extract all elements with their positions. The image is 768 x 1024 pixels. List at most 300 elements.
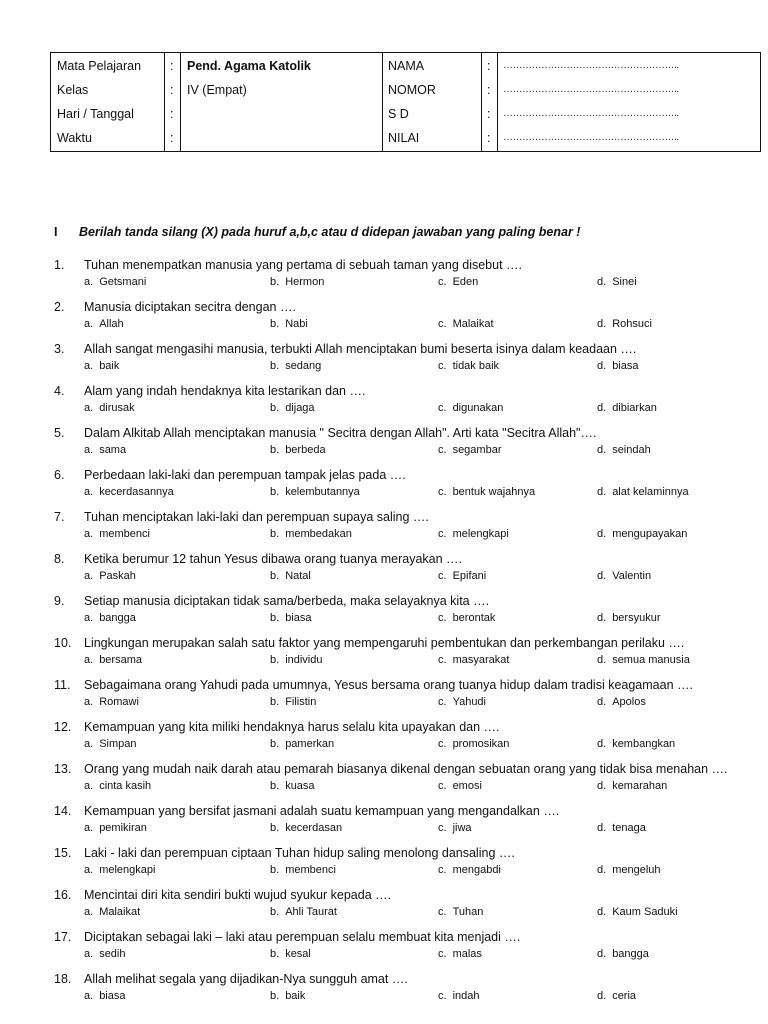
option-text: biasa <box>612 360 639 372</box>
option-c[interactable] <box>438 990 479 1002</box>
option-letter: b. <box>270 864 280 876</box>
option-text: Allah <box>99 318 124 330</box>
option-c[interactable] <box>438 318 494 330</box>
label-kelas: Kelas <box>57 83 89 97</box>
option-a[interactable] <box>84 402 135 414</box>
question-text: Orang yang mudah naik darah atau pemarah biasanya dikenal dengan sebuatan orang yang tidak bisa menahan …. <box>84 762 728 776</box>
option-letter: c. <box>438 402 447 414</box>
option-text: Sinei <box>612 276 637 288</box>
option-letter: a. <box>84 948 94 960</box>
question-number: 10. <box>54 636 72 650</box>
option-c[interactable] <box>438 906 483 918</box>
option-text: Valentin <box>612 570 652 582</box>
question-item <box>0 762 768 804</box>
option-text: dibiarkan <box>612 402 657 414</box>
option-text: Romawi <box>99 696 139 708</box>
option-a[interactable] <box>84 864 155 876</box>
option-text: kecerdasannya <box>99 486 174 498</box>
option-letter: d. <box>597 444 607 456</box>
option-text: sama <box>99 444 127 456</box>
option-letter: d. <box>597 696 607 708</box>
option-letter: a. <box>84 780 94 792</box>
option-text: berontak <box>452 612 496 624</box>
option-b[interactable] <box>270 444 326 456</box>
option-d[interactable] <box>597 780 667 792</box>
option-text: segambar <box>452 444 502 456</box>
option-letter: a. <box>84 822 94 834</box>
question-text: Perbedaan laki-laki dan perempuan tampak jelas pada …. <box>84 468 406 482</box>
question-text: Kemampuan yang kita miliki hendaknya harus selalu kita upayakan dan …. <box>84 720 500 734</box>
label-nomor: NOMOR <box>388 83 436 97</box>
option-text: cinta kasih <box>99 780 152 792</box>
question-item <box>0 972 768 1014</box>
option-text: indah <box>452 990 480 1002</box>
label-nama: NAMA <box>388 59 425 73</box>
option-d[interactable] <box>597 486 689 498</box>
option-letter: a. <box>84 486 94 498</box>
option-text: melengkapi <box>452 528 509 540</box>
question-item <box>0 468 768 510</box>
option-letter: d. <box>597 864 607 876</box>
option-c[interactable] <box>438 948 482 960</box>
section-number: I <box>54 225 58 239</box>
option-text: Simpan <box>99 738 137 750</box>
option-a[interactable] <box>84 318 124 330</box>
option-a[interactable] <box>84 990 125 1002</box>
option-letter: d. <box>597 822 607 834</box>
option-d[interactable] <box>597 612 660 624</box>
option-text: Malaikat <box>452 318 494 330</box>
question-number: 6. <box>54 468 65 482</box>
question-number: 16. <box>54 888 72 902</box>
option-text: Filistin <box>285 696 317 708</box>
option-letter: b. <box>270 654 280 666</box>
fill-blank-nilai[interactable]: ……………………………………………….. <box>503 132 679 143</box>
option-letter: b. <box>270 780 280 792</box>
fill-blank-nama[interactable]: ……………………………………………….. <box>503 60 679 71</box>
option-text: membenci <box>99 528 150 540</box>
option-text: dirusak <box>99 402 135 414</box>
label-waktu: Waktu <box>57 131 92 145</box>
option-text: bangga <box>99 612 136 624</box>
option-letter: a. <box>84 570 94 582</box>
question-number: 15. <box>54 846 72 860</box>
option-letter: a. <box>84 318 94 330</box>
question-item <box>0 636 768 678</box>
question-text: Kemampuan yang bersifat jasmani adalah suatu kemampuan yang mengandalkan …. <box>84 804 560 818</box>
option-letter: a. <box>84 654 94 666</box>
option-text: kesal <box>285 948 311 960</box>
question-number: 4. <box>54 384 65 398</box>
option-d[interactable] <box>597 696 646 708</box>
column-divider <box>180 53 181 151</box>
question-text: Manusia diciptakan secitra dengan …. <box>84 300 296 314</box>
option-letter: b. <box>270 570 280 582</box>
option-text: bersama <box>99 654 142 666</box>
question-item <box>0 552 768 594</box>
option-text: biasa <box>285 612 312 624</box>
label-hari-tanggal: Hari / Tanggal <box>57 107 134 121</box>
question-text: Dalam Alkitab Allah menciptakan manusia " Secitra dengan Allah". Arti kata "Secitra Allah"…. <box>84 426 597 440</box>
option-d[interactable] <box>597 822 646 834</box>
value-kelas: IV (Empat) <box>187 83 247 97</box>
option-b[interactable] <box>270 360 321 372</box>
option-d[interactable] <box>597 906 678 918</box>
question-number: 11. <box>54 678 71 692</box>
option-letter: d. <box>597 486 607 498</box>
question-item <box>0 846 768 888</box>
option-letter: b. <box>270 318 280 330</box>
option-text: alat kelaminnya <box>612 486 689 498</box>
option-a[interactable] <box>84 486 174 498</box>
question-number: 14. <box>54 804 72 818</box>
option-text: Ahli Taurat <box>285 906 337 918</box>
label-nilai: NILAI <box>388 131 420 145</box>
option-text: bentuk wajahnya <box>452 486 536 498</box>
option-text: Paskah <box>99 570 136 582</box>
option-letter: c. <box>438 360 447 372</box>
option-d[interactable] <box>597 528 687 540</box>
question-number: 8. <box>54 552 65 566</box>
option-d[interactable] <box>597 276 637 288</box>
option-b[interactable] <box>270 948 311 960</box>
option-c[interactable] <box>438 528 509 540</box>
option-c[interactable] <box>438 780 482 792</box>
option-text: ceria <box>612 990 637 1002</box>
option-a[interactable] <box>84 276 146 288</box>
question-text: Diciptakan sebagai laki – laki atau perempuan selalu membuat kita menjadi …. <box>84 930 521 944</box>
option-text: kuasa <box>285 780 315 792</box>
question-number: 12. <box>54 720 72 734</box>
option-b[interactable] <box>270 864 336 876</box>
option-text: Epifani <box>452 570 487 582</box>
option-c[interactable] <box>438 822 472 834</box>
colon: : <box>487 83 491 97</box>
option-a[interactable] <box>84 822 147 834</box>
colon: : <box>170 107 174 121</box>
option-letter: b. <box>270 696 280 708</box>
option-c[interactable] <box>438 276 478 288</box>
option-a[interactable] <box>84 696 139 708</box>
option-letter: b. <box>270 612 280 624</box>
question-item <box>0 594 768 636</box>
option-d[interactable] <box>597 948 649 960</box>
option-letter: b. <box>270 276 280 288</box>
option-a[interactable] <box>84 444 126 456</box>
option-text: emosi <box>452 780 482 792</box>
option-d[interactable] <box>597 360 638 372</box>
option-letter: c. <box>438 486 447 498</box>
option-d[interactable] <box>597 318 652 330</box>
label-sd: S D <box>388 107 409 121</box>
option-letter: b. <box>270 738 280 750</box>
option-letter: b. <box>270 528 280 540</box>
option-letter: b. <box>270 990 280 1002</box>
option-b[interactable] <box>270 528 352 540</box>
option-b[interactable] <box>270 612 311 624</box>
option-letter: c. <box>438 864 447 876</box>
option-letter: c. <box>438 738 447 750</box>
header-info-table <box>50 52 761 152</box>
option-a[interactable] <box>84 738 136 750</box>
fill-blank-nomor[interactable]: ……………………………………………….. <box>503 84 679 95</box>
option-letter: c. <box>438 444 447 456</box>
option-text: Yahudi <box>452 696 486 708</box>
option-c[interactable] <box>438 738 509 750</box>
option-text: pamerkan <box>285 738 335 750</box>
colon: : <box>170 59 174 73</box>
option-text: promosikan <box>452 738 510 750</box>
question-text: Allah melihat segala yang dijadikan-Nya sungguh amat …. <box>84 972 408 986</box>
value-mata-pelajaran: Pend. Agama Katolik <box>187 59 311 73</box>
option-c[interactable] <box>438 402 503 414</box>
option-c[interactable] <box>438 360 499 372</box>
question-number: 9. <box>54 594 65 608</box>
option-letter: c. <box>438 654 447 666</box>
option-text: Getsmani <box>99 276 147 288</box>
option-letter: a. <box>84 738 94 750</box>
question-number: 5. <box>54 426 65 440</box>
option-letter: c. <box>438 570 447 582</box>
option-letter: b. <box>270 360 280 372</box>
label-mata-pelajaran: Mata Pelajaran <box>57 59 142 73</box>
question-number: 3. <box>54 342 65 356</box>
question-item <box>0 678 768 720</box>
option-b[interactable] <box>270 822 342 834</box>
option-letter: a. <box>84 360 94 372</box>
colon: : <box>170 83 174 97</box>
option-text: tidak baik <box>452 360 500 372</box>
option-text: masyarakat <box>452 654 510 666</box>
option-c[interactable] <box>438 696 486 708</box>
option-text: dijaga <box>285 402 315 414</box>
option-d[interactable] <box>597 444 651 456</box>
option-c[interactable] <box>438 654 509 666</box>
question-item <box>0 342 768 384</box>
option-b[interactable] <box>270 906 337 918</box>
question-item <box>0 888 768 930</box>
option-text: tenaga <box>612 822 646 834</box>
option-letter: c. <box>438 822 447 834</box>
option-text: seindah <box>612 444 651 456</box>
option-c[interactable] <box>438 612 495 624</box>
option-d[interactable] <box>597 738 675 750</box>
option-letter: b. <box>270 486 280 498</box>
colon: : <box>487 107 491 121</box>
option-letter: a. <box>84 612 94 624</box>
option-a[interactable] <box>84 360 119 372</box>
question-item <box>0 510 768 552</box>
question-text: Sebagaimana orang Yahudi pada umumnya, Yesus bersama orang tuanya hidup dalam tradisi keagamaan …. <box>84 678 693 692</box>
option-text: biasa <box>99 990 126 1002</box>
option-b[interactable] <box>270 318 308 330</box>
question-number: 18. <box>54 972 72 986</box>
option-b[interactable] <box>270 696 316 708</box>
option-letter: d. <box>597 570 607 582</box>
question-number: 2. <box>54 300 65 314</box>
question-item <box>0 258 768 300</box>
question-number: 13. <box>54 762 72 776</box>
option-text: jiwa <box>452 822 472 834</box>
option-letter: d. <box>597 990 607 1002</box>
question-item <box>0 384 768 426</box>
option-letter: c. <box>438 780 447 792</box>
option-letter: b. <box>270 444 280 456</box>
question-text: Setiap manusia diciptakan tidak sama/berbeda, maka selayaknya kita …. <box>84 594 490 608</box>
option-letter: a. <box>84 444 94 456</box>
option-letter: d. <box>597 276 607 288</box>
option-text: Nabi <box>285 318 308 330</box>
question-text: Tuhan menciptakan laki-laki dan perempuan supaya saling …. <box>84 510 429 524</box>
fill-blank-sd[interactable]: ……………………………………………….. <box>503 108 679 119</box>
option-letter: a. <box>84 990 94 1002</box>
question-text: Laki - laki dan perempuan ciptaan Tuhan hidup saling menolong dansaling …. <box>84 846 515 860</box>
option-a[interactable] <box>84 780 151 792</box>
option-b[interactable] <box>270 990 305 1002</box>
option-c[interactable] <box>438 486 535 498</box>
question-text: Lingkungan merupakan salah satu faktor yang mempengaruhi pembentukan dan perkembangan perilaku …. <box>84 636 685 650</box>
question-item <box>0 426 768 468</box>
question-text: Ketika berumur 12 tahun Yesus dibawa orang tuanya merayakan …. <box>84 552 463 566</box>
question-number: 1. <box>54 258 65 272</box>
option-text: pemikiran <box>99 822 147 834</box>
option-letter: a. <box>84 864 94 876</box>
option-letter: b. <box>270 402 280 414</box>
option-letter: c. <box>438 528 447 540</box>
option-letter: d. <box>597 906 607 918</box>
option-a[interactable] <box>84 612 136 624</box>
question-text: Allah sangat mengasihi manusia, terbukti Allah menciptakan bumi beserta isinya dalam keadaan …. <box>84 342 637 356</box>
option-letter: d. <box>597 318 607 330</box>
option-b[interactable] <box>270 276 324 288</box>
option-text: Tuhan <box>452 906 484 918</box>
option-a[interactable] <box>84 528 150 540</box>
option-letter: a. <box>84 528 94 540</box>
option-text: bangga <box>612 948 649 960</box>
option-text: Malaikat <box>99 906 141 918</box>
question-item <box>0 804 768 846</box>
option-letter: a. <box>84 402 94 414</box>
option-letter: d. <box>597 738 607 750</box>
option-letter: b. <box>270 948 280 960</box>
option-letter: d. <box>597 402 607 414</box>
option-letter: c. <box>438 906 447 918</box>
option-text: digunakan <box>452 402 504 414</box>
option-a[interactable] <box>84 654 142 666</box>
option-text: mengeluh <box>612 864 661 876</box>
column-divider <box>497 53 498 151</box>
option-d[interactable] <box>597 864 661 876</box>
option-text: bersyukur <box>612 612 661 624</box>
option-text: Natal <box>285 570 311 582</box>
option-letter: b. <box>270 906 280 918</box>
option-text: baik <box>99 360 120 372</box>
question-item <box>0 930 768 972</box>
option-text: membenci <box>285 864 336 876</box>
question-text: Alam yang indah hendaknya kita lestarikan dan …. <box>84 384 366 398</box>
option-text: kecerdasan <box>285 822 343 834</box>
option-text: melengkapi <box>99 864 156 876</box>
option-letter: b. <box>270 822 280 834</box>
question-list <box>0 258 768 1014</box>
option-d[interactable] <box>597 402 657 414</box>
option-b[interactable] <box>270 402 315 414</box>
option-letter: a. <box>84 276 94 288</box>
option-c[interactable] <box>438 570 486 582</box>
option-letter: a. <box>84 906 94 918</box>
option-b[interactable] <box>270 486 360 498</box>
question-item <box>0 300 768 342</box>
colon: : <box>487 131 491 145</box>
option-d[interactable] <box>597 570 651 582</box>
option-letter: c. <box>438 612 447 624</box>
option-letter: c. <box>438 948 447 960</box>
option-d[interactable] <box>597 654 690 666</box>
option-text: sedih <box>99 948 126 960</box>
option-letter: d. <box>597 948 607 960</box>
option-text: kembangkan <box>612 738 676 750</box>
option-letter: a. <box>84 696 94 708</box>
option-a[interactable] <box>84 570 136 582</box>
option-text: individu <box>285 654 323 666</box>
option-letter: d. <box>597 780 607 792</box>
option-text: semua manusia <box>612 654 690 666</box>
option-text: Rohsuci <box>612 318 652 330</box>
option-text: mengupayakan <box>612 528 688 540</box>
option-a[interactable] <box>84 948 125 960</box>
question-number: 7. <box>54 510 65 524</box>
option-text: malas <box>452 948 482 960</box>
option-letter: d. <box>597 612 607 624</box>
option-text: Kaum Saduki <box>612 906 678 918</box>
option-text: kemarahan <box>612 780 668 792</box>
option-text: mengabdi <box>452 864 501 876</box>
option-d[interactable] <box>597 990 636 1002</box>
option-text: Apolos <box>612 696 646 708</box>
option-text: sedang <box>285 360 322 372</box>
column-divider <box>382 53 383 151</box>
option-text: membedakan <box>285 528 352 540</box>
option-letter: c. <box>438 696 447 708</box>
column-divider <box>164 53 165 151</box>
option-letter: d. <box>597 360 607 372</box>
option-text: baik <box>285 990 306 1002</box>
option-b[interactable] <box>270 570 311 582</box>
option-text: berbeda <box>285 444 326 456</box>
section-instruction: Berilah tanda silang (X) pada huruf a,b,c atau d didepan jawaban yang paling benar ! <box>79 225 581 239</box>
question-number: 17. <box>54 930 72 944</box>
option-c[interactable] <box>438 444 501 456</box>
option-letter: c. <box>438 276 447 288</box>
column-divider <box>481 53 482 151</box>
option-letter: d. <box>597 654 607 666</box>
option-b[interactable] <box>270 738 334 750</box>
option-b[interactable] <box>270 780 315 792</box>
question-text: Mencintai diri kita sendiri bukti wujud syukur kepada …. <box>84 888 392 902</box>
option-letter: d. <box>597 528 607 540</box>
colon: : <box>170 131 174 145</box>
option-c[interactable] <box>438 864 501 876</box>
option-b[interactable] <box>270 654 323 666</box>
option-text: Hermon <box>285 276 325 288</box>
option-letter: c. <box>438 990 447 1002</box>
option-letter: c. <box>438 318 447 330</box>
option-a[interactable] <box>84 906 140 918</box>
option-text: Eden <box>452 276 479 288</box>
option-text: kelembutannya <box>285 486 360 498</box>
question-item <box>0 720 768 762</box>
colon: : <box>487 59 491 73</box>
